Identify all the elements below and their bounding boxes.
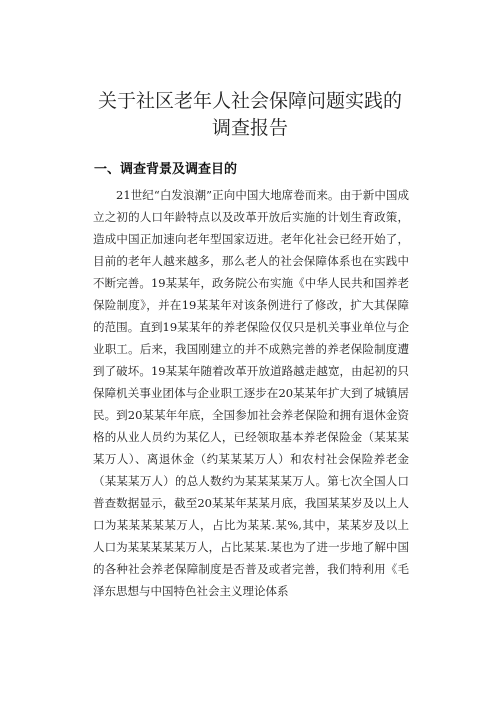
body-paragraph: 21世纪“白发浪潮”正向中国大地席卷而来。由于新中国成立之初的人口年龄特点以及改革开放后实施的计划生育政策，造成中国正加速向老年型国家迈进。老年化社会已经开始了，目前的老年人越来越多，那么老人的社会保障体系也在实践中不断完善。19某某年，政务院公布实施《中华人民共和国养老保险制度》，并在19某某年对该条例进行了修改，扩大其保障的范围。直到19某某年的养老保险仅仅只是机关事业单位与企业职工。后来，我国刚建立的并不成熟完善的养老保险制度遭到了破坏。19某某年随着改革开放道路越走越宽，由起初的只保障机关事业团体与企业职工逐步在20某某年扩大到了城镇居民。到20某某年年底，全国参加社会养老保险和拥有退休金资格的从业人员约为某亿人，已经领取基本养老保险金（某某某某万人）、离退休金（约某某某万人）和农村社会保险养老金（某某某万人）的总人数约为某某某某万人。第七次全国人口普查数据显示，截至20某某年某某月底，我国某某岁及以上人口为某某某某某万人，占比为某某.某%,其中，某某岁及以上人口为某某某某某万人，占比某某.某也为了进一步地了解中国的各种社会养老保障制度是否普及或者完善，我们特利用《毛泽东思想与中国特色社会主义理论体系 bbox=[93, 188, 409, 598]
title-line-2: 调查报告 bbox=[211, 117, 288, 139]
section-heading: 一、调查背景及调查目的 bbox=[94, 162, 238, 177]
title-line-1: 关于社区老年人社会保障问题实践的 bbox=[97, 90, 402, 112]
document-title bbox=[0, 88, 500, 142]
